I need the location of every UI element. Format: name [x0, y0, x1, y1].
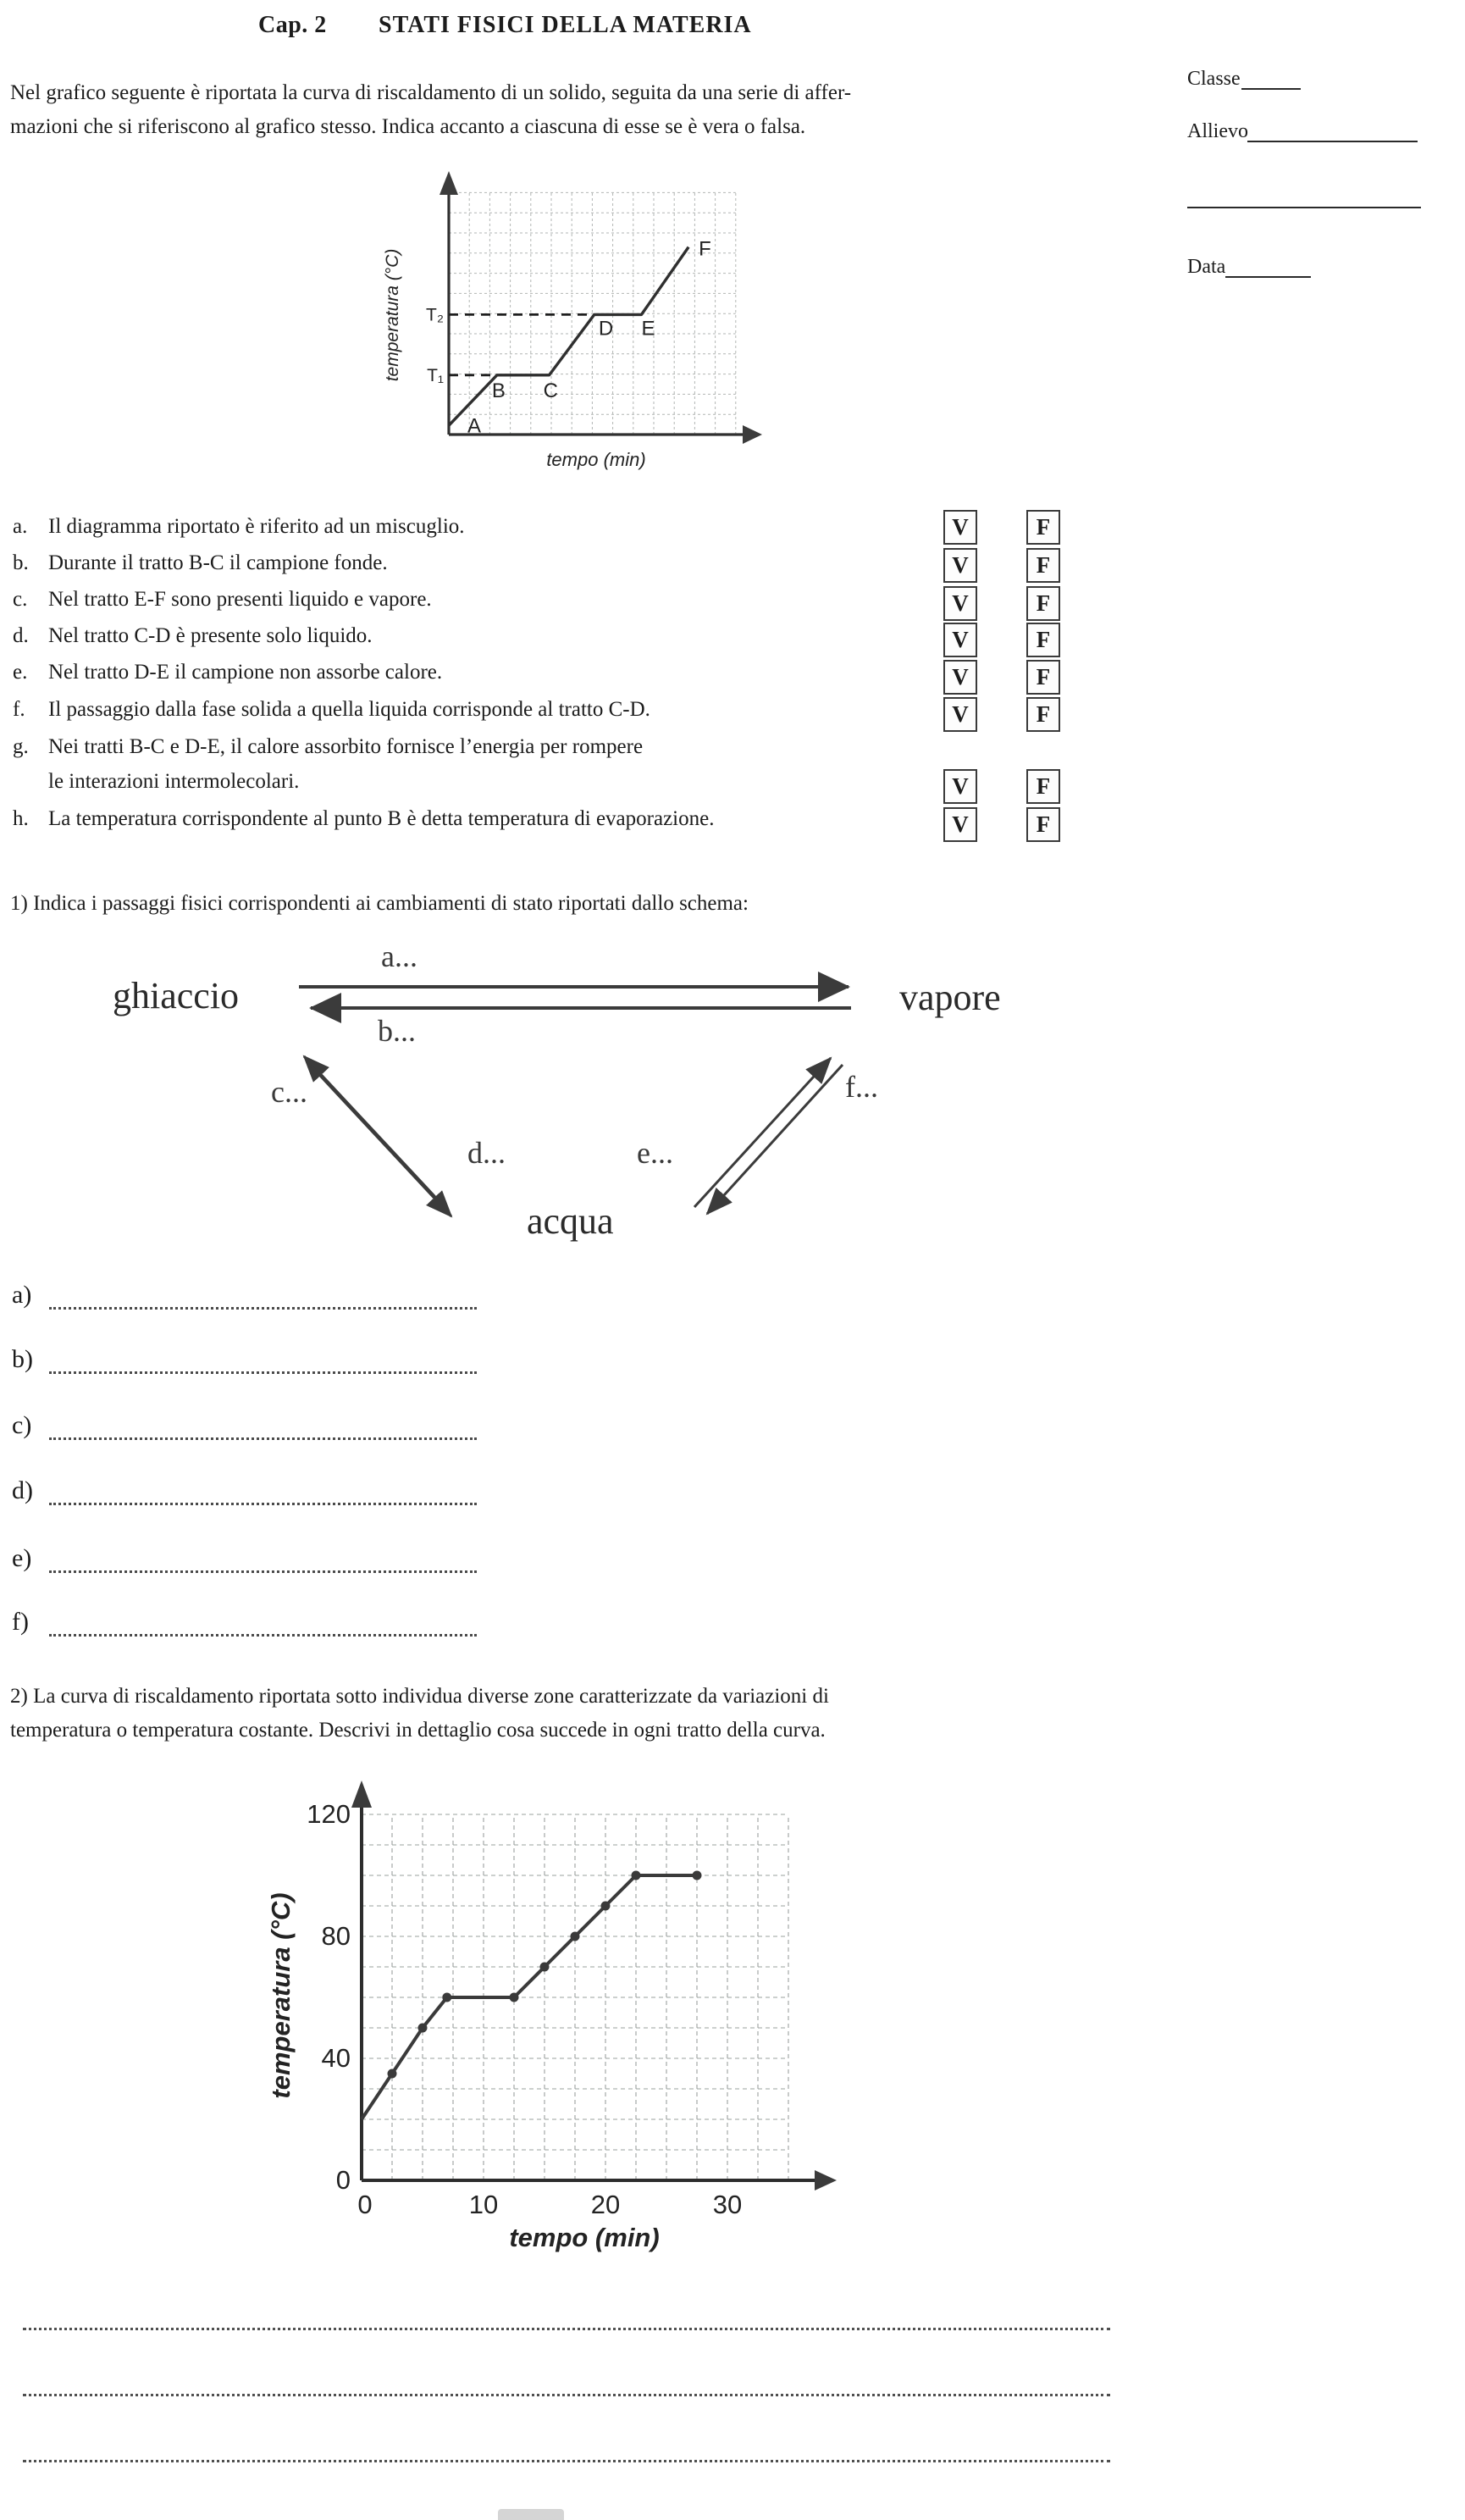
svg-text:temperatura (°C): temperatura (°C) — [383, 248, 402, 382]
answer-row-d — [12, 1476, 477, 1505]
statement-a — [13, 515, 465, 539]
statement-letter: e. — [13, 661, 28, 684]
answer-line-input[interactable] — [49, 1479, 477, 1505]
page-edge-artifact — [498, 2509, 564, 2520]
answer-row-c — [12, 1411, 477, 1440]
statement-f — [13, 698, 650, 722]
answer-row-f — [12, 1608, 477, 1637]
arrow-e-vapore-to-acqua — [707, 1065, 843, 1214]
vf-true-box-f[interactable]: V — [943, 697, 977, 732]
svg-text:T₁: T₁ — [427, 365, 444, 385]
heating-curve-chart-2 — [263, 1770, 855, 2312]
vf-false-box-a[interactable]: F — [1026, 510, 1060, 545]
answer-line-input[interactable] — [23, 2434, 1110, 2462]
svg-text:20: 20 — [590, 2190, 621, 2219]
heating-curve-chart — [364, 165, 771, 487]
statement-letter: d. — [13, 624, 29, 647]
vf-true-box-e[interactable]: V — [943, 660, 977, 695]
allievo-field[interactable] — [1247, 119, 1418, 142]
svg-text:A: A — [467, 414, 482, 438]
statement-e — [13, 661, 442, 684]
statement-letter: c. — [13, 588, 28, 611]
arrow-label-f: f... — [845, 1070, 878, 1104]
chapter-label: Cap. 2 — [258, 12, 327, 38]
svg-text:E: E — [641, 317, 655, 341]
vf-true-box-b[interactable]: V — [943, 548, 977, 583]
intro-line-1: Nel grafico seguente è riportata la curva di riscaldamento di un solido, seguita da una serie di affer- — [10, 81, 852, 104]
statement-letter: g. — [13, 735, 29, 758]
answer-line-input[interactable] — [49, 1283, 477, 1310]
vf-false-box-e[interactable]: F — [1026, 660, 1060, 695]
arrow-label-b: b... — [378, 1014, 416, 1048]
statement-g — [13, 735, 643, 759]
section1-heading: 1) Indica i passaggi fisici corrispondenti ai cambiamenti di stato riportati dallo schema: — [10, 892, 749, 915]
svg-text:T₂: T₂ — [426, 305, 444, 325]
vf-true-box-h[interactable]: V — [943, 807, 977, 842]
data-label: Data — [1187, 256, 1226, 278]
svg-text:B: B — [491, 379, 506, 402]
svg-text:10: 10 — [468, 2190, 499, 2219]
intro-line-2: mazioni che si riferiscono al grafico stesso. Indica accanto a ciascuna di esse se è vera o falsa. — [10, 115, 806, 138]
node-vapore: vapore — [899, 977, 1001, 1018]
arrow-f-acqua-to-vapore — [694, 1058, 831, 1207]
statement-text: Durante il tratto B-C il campione fonde. — [48, 551, 388, 574]
answer-line-input[interactable] — [23, 2368, 1110, 2396]
svg-text:0: 0 — [357, 2190, 373, 2219]
statement-letter: f. — [13, 698, 25, 721]
data-field[interactable] — [1225, 254, 1311, 278]
answer-line-input[interactable] — [49, 1547, 477, 1573]
classe-field[interactable] — [1241, 66, 1301, 90]
svg-text:D: D — [598, 317, 614, 341]
answer-row-b — [12, 1345, 477, 1374]
statement-text: Il diagramma riportato è riferito ad un miscuglio. — [48, 515, 465, 538]
arrow-d-ghiaccio-to-acqua — [311, 1066, 451, 1216]
vf-false-box-h[interactable]: F — [1026, 807, 1060, 842]
statement-b — [13, 551, 388, 575]
vf-false-box-g[interactable]: F — [1026, 769, 1060, 804]
arrow-label-c: c... — [271, 1075, 307, 1109]
statement-letter: h. — [13, 807, 29, 830]
svg-text:40: 40 — [321, 2043, 351, 2073]
statement-text: Nel tratto D-E il campione non assorbe calore. — [48, 661, 443, 684]
section2-heading-line2: temperatura o temperatura costante. Descrivi in dettaglio cosa succede in ogni tratto della curva. — [10, 1719, 826, 1742]
answer-letter: b) — [12, 1345, 33, 1373]
vf-false-box-f[interactable]: F — [1026, 697, 1060, 732]
svg-text:C: C — [543, 379, 558, 402]
answer-line-input[interactable] — [49, 1348, 477, 1374]
answer-letter: e) — [12, 1544, 32, 1572]
svg-text:30: 30 — [712, 2190, 743, 2219]
arrow-label-a: a... — [381, 939, 417, 973]
answer-letter: d) — [12, 1476, 33, 1504]
vf-true-box-d[interactable]: V — [943, 623, 977, 657]
node-ghiaccio: ghiaccio — [113, 975, 240, 1016]
answer-letter: f) — [12, 1608, 29, 1636]
answer-line-input[interactable] — [49, 1414, 477, 1440]
answer-row-e — [12, 1544, 477, 1573]
svg-text:F: F — [699, 237, 711, 261]
vf-true-box-g[interactable]: V — [943, 769, 977, 804]
page-title: STATI FISICI DELLA MATERIA — [379, 12, 752, 38]
answer-letter: a) — [12, 1281, 32, 1309]
statement-letter: a. — [13, 515, 28, 538]
answer-letter: c) — [12, 1411, 32, 1439]
svg-text:0: 0 — [335, 2165, 351, 2195]
classe-label: Classe — [1187, 68, 1241, 90]
statement-text: Il passaggio dalla fase solida a quella liquida corrisponde al tratto C-D. — [48, 698, 650, 721]
svg-text:80: 80 — [321, 1921, 351, 1951]
statement-h — [13, 807, 714, 831]
section2-heading-line1: 2) La curva di riscaldamento riportata sotto individua diverse zone caratterizzate da variazioni di — [10, 1685, 829, 1708]
svg-text:temperatura (°C): temperatura (°C) — [266, 1892, 296, 2099]
allievo-label: Allievo — [1187, 120, 1248, 142]
answer-row-a — [12, 1281, 477, 1310]
statement-d — [13, 624, 373, 648]
statement-letter: b. — [13, 551, 29, 574]
vf-false-box-d[interactable]: F — [1026, 623, 1060, 657]
statement-text: Nel tratto E-F sono presenti liquido e vapore. — [48, 588, 432, 611]
svg-text:120: 120 — [307, 1799, 351, 1829]
statement-g-line2: le interazioni intermolecolari. — [48, 770, 300, 793]
vf-true-box-a[interactable]: V — [943, 510, 977, 545]
statement-text: Nel tratto C-D è presente solo liquido. — [48, 624, 373, 647]
arrow-label-d: d... — [467, 1136, 506, 1170]
answer-line-input[interactable] — [23, 2302, 1110, 2330]
vf-true-box-c[interactable]: V — [943, 586, 977, 621]
answer-line-input[interactable] — [49, 1610, 477, 1637]
svg-text:tempo (min): tempo (min) — [546, 449, 646, 470]
statement-text: Nei tratti B-C e D-E, il calore assorbito fornisce l’energia per rompere — [48, 735, 644, 758]
arrow-c-acqua-to-ghiaccio — [304, 1056, 446, 1209]
arrow-label-e: e... — [637, 1136, 673, 1170]
statement-text: La temperatura corrispondente al punto B è detta temperatura di evaporazione. — [48, 807, 715, 830]
svg-text:tempo (min): tempo (min) — [509, 2223, 660, 2252]
vf-false-box-b[interactable]: F — [1026, 548, 1060, 583]
allievo-field-line2[interactable] — [1187, 185, 1421, 208]
node-acqua: acqua — [527, 1200, 614, 1242]
vf-false-box-c[interactable]: F — [1026, 586, 1060, 621]
statement-c — [13, 588, 432, 612]
